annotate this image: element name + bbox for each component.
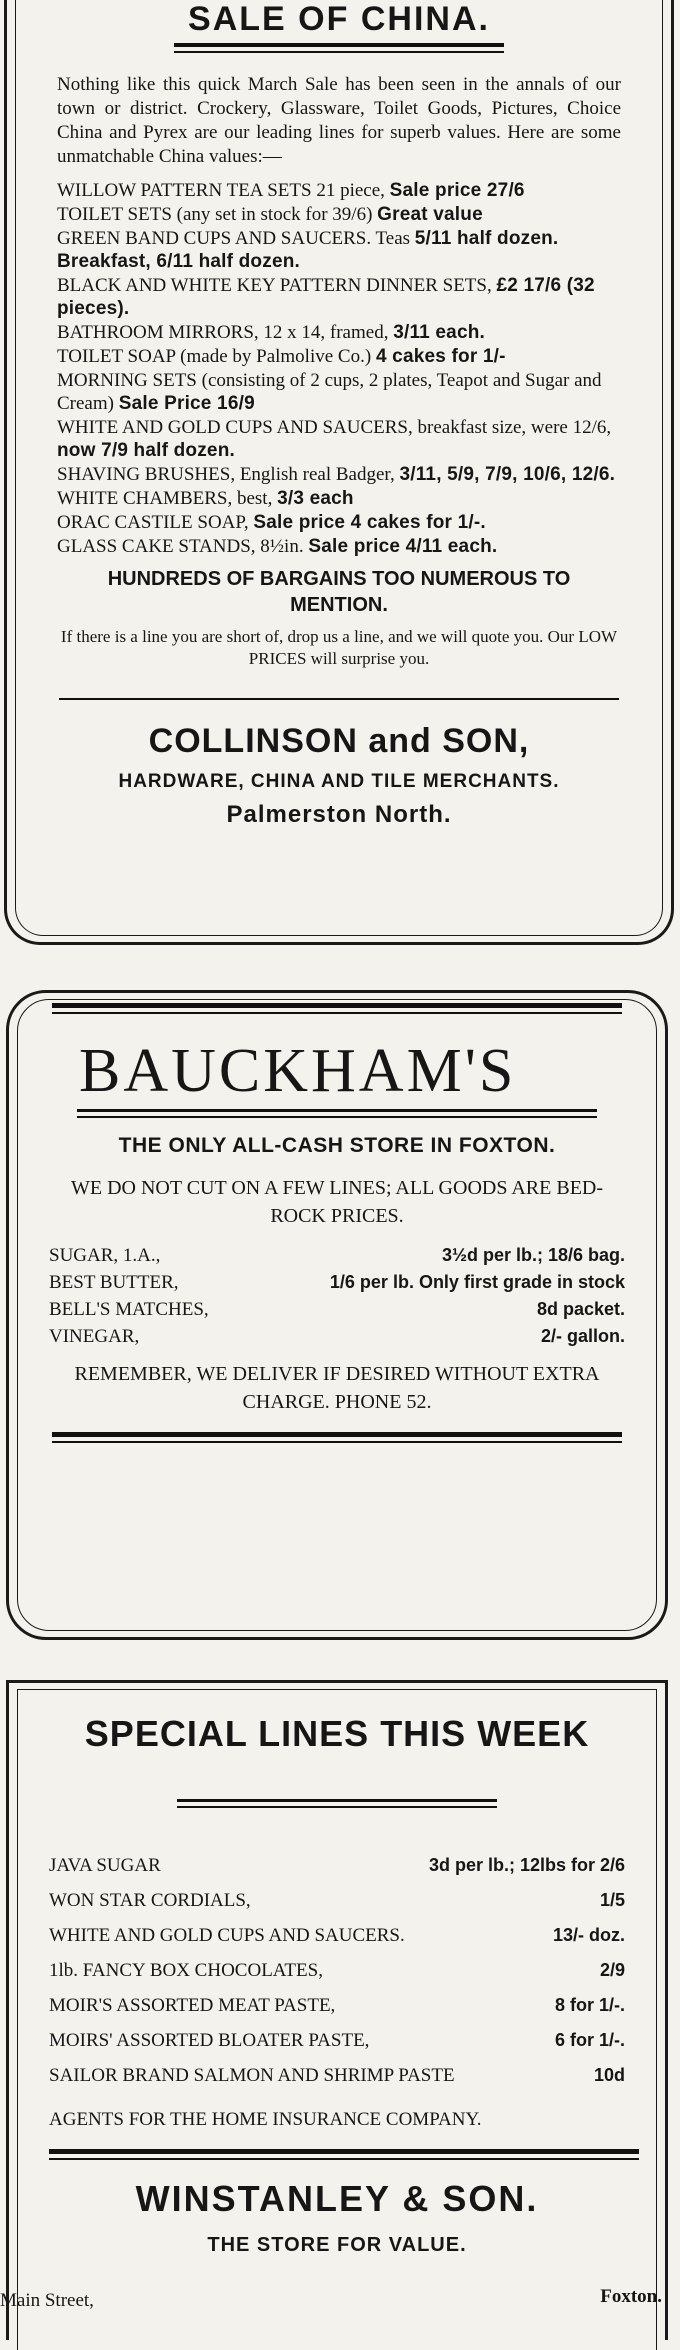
top-rule-thin [52,1012,622,1014]
item-description: ORAC CASTILE SOAP, [57,512,249,533]
price-row [49,1323,625,1350]
item-description: WHITE CHAMBERS, best, [57,488,273,509]
top-rule [52,1003,622,1008]
item-description: TOILET SOAP (made by Palmolive Co.) [57,346,372,367]
firm-place: Palmerston North. [226,801,452,828]
price-row [49,1296,625,1323]
item-name: BELL'S MATCHES, [49,1299,209,1320]
list-item [57,321,621,344]
item-name: JAVA SUGAR [49,1855,161,1876]
item-description: GREEN BAND CUPS AND SAUCERS. Teas [57,228,411,249]
agents-line [49,2107,625,2133]
price-row [49,2023,625,2058]
item-name: SAILOR BRAND SALMON AND SHRIMP PASTE [49,2065,455,2086]
item-price: £2 17/6 (32 pieces). [57,275,595,319]
item-price: Great value [377,204,483,225]
item-description: GLASS CAKE STANDS, 8½in. [57,536,304,557]
firm-rule-thin [49,2158,639,2160]
item-name: WHITE AND GOLD CUPS AND SAUCERS. [49,1925,405,1946]
title-underline-thin [174,51,504,53]
item-name: 1lb. FANCY BOX CHOCOLATES, [49,1960,323,1981]
item-price: 8d packet. [536,1299,625,1319]
item-name: WON STAR CORDIALS, [49,1890,251,1911]
ad2-price-list [49,1242,625,1350]
item-description: BATHROOM MIRRORS, 12 x 14, framed, [57,322,389,343]
item-name: VINEGAR, [49,1326,140,1347]
firm-name: COLLINSON and SON, [148,722,530,760]
item-name: SUGAR, 1.A., [49,1245,161,1266]
town-name: Foxton. [600,2286,662,2307]
item-price: 1/5 [599,1890,625,1910]
item-price: Sale price 27/6 [389,180,525,201]
price-row [49,1269,625,1296]
firm-divider [59,698,619,700]
item-price: 6 for 1/-. [554,2030,625,2050]
price-row [49,1883,625,1918]
item-price: 1/6 per lb. Only first grade in stock [329,1272,625,1292]
item-description: SHAVING BRUSHES, English real Badger, [57,464,395,485]
item-price: 10d [593,2065,625,2085]
ad1-content [57,0,621,829]
title-underline [77,1109,597,1112]
item-price: 4 cakes for 1/- [375,346,506,367]
ad3-price-list [49,1848,625,2093]
item-price: 2/9 [599,1960,625,1980]
item-description: WHITE AND GOLD CUPS AND SAUCERS, breakfast size, were 12/6, [57,417,612,438]
list-item [57,463,621,486]
item-price: Sale price 4 cakes for 1/-. [253,512,486,533]
list-item [57,203,621,226]
ad2-subtitle: THE ONLY ALL-CASH STORE IN FOXTON. [118,1134,556,1157]
street-address: Main Street, [0,2290,94,2311]
item-price: 3/11, 5/9, 7/9, 10/6, 12/6. [399,464,616,485]
list-item [57,416,621,462]
item-price: 2/- gallon. [540,1326,625,1346]
title-underline-thin [177,1806,497,1808]
price-row [49,2058,625,2093]
list-item [57,345,621,368]
item-price: 3½d per lb.; 18/6 bag. [441,1245,625,1265]
item-name: MOIR'S ASSORTED MEAT PASTE, [49,1995,336,2016]
item-price: Sale Price 16/9 [118,393,255,414]
price-row [49,1953,625,1988]
ad3-title: SPECIAL LINES THIS WEEK [84,1713,590,1754]
price-row [49,1848,625,1883]
ad1-item-list [57,179,621,558]
ad1-footer-note: If there is a line you are short of, drop us a line, and we will quote you. Our LOW PRICES will surprise you. [60,627,618,668]
price-row [49,1918,625,1953]
item-price: now 7/9 half dozen. [57,440,235,461]
item-price: 3/11 each. [393,322,485,343]
item-price: 3/3 each [277,488,354,509]
item-description: WILLOW PATTERN TEA SETS 21 piece, [57,180,385,201]
item-description: BLACK AND WHITE KEY PATTERN DINNER SETS, [57,275,492,296]
price-row [49,1988,625,2023]
item-name: BEST BUTTER, [49,1272,179,1293]
winstanley-advertisement [6,1680,668,2340]
firm-name: WINSTANLEY & SON. [135,2178,539,2219]
bottom-rule-thin [52,1441,622,1443]
title-underline [177,1799,497,1802]
ad1-title: SALE OF CHINA. [188,0,490,38]
item-price: 8 for 1/-. [554,1995,625,2015]
bauckham-advertisement [6,990,668,1640]
title-underline [174,43,504,47]
title-underline-thin [77,1116,597,1118]
delivery-note: REMEMBER, WE DELIVER IF DESIRED WITHOUT EXTRA CHARGE. PHONE 52. [74,1363,600,1413]
list-item [57,535,621,558]
agents-text: AGENTS FOR THE HOME INSURANCE COMPANY. [49,2109,482,2130]
ad2-content [49,999,625,1443]
list-item [57,511,621,534]
item-price: Sale price 4/11 each. [308,536,498,557]
price-row [49,1242,625,1269]
ad1-intro: Nothing like this quick March Sale has been seen in the annals of our town or district. Crockery, Glassware, Toilet Goods, Pictures, Choice China and Pyrex are our leading lines for superb values. Here are some unmatchable China values:— [57,74,621,167]
bottom-rule [52,1432,622,1437]
item-price: 13/- doz. [552,1925,625,1945]
collinson-advertisement [4,0,674,945]
ad3-content [49,1713,625,2257]
ad2-intro: WE DO NOT CUT ON A FEW LINES; ALL GOODS ARE BED-ROCK PRICES. [70,1177,604,1227]
list-item [57,369,621,415]
item-description: TOILET SETS (any set in stock for 39/6) [57,204,373,225]
firm-rule [49,2149,639,2154]
list-item [57,227,621,273]
list-item [57,179,621,202]
item-price: 3d per lb.; 12lbs for 2/6 [428,1855,625,1875]
bargains-banner: HUNDREDS OF BARGAINS TOO NUMEROUS TO MENTION. [107,568,571,616]
list-item [57,274,621,320]
ad2-title: BAUCKHAM'S [79,1037,517,1105]
item-price: 5/11 half dozen. Breakfast, 6/11 half dozen. [57,228,559,272]
list-item [57,487,621,510]
item-name: MOIRS' ASSORTED BLOATER PASTE, [49,2030,370,2051]
firm-trade: HARDWARE, CHINA AND TILE MERCHANTS. [118,771,560,792]
item-description: MORNING SETS (consisting of 2 cups, 2 plates, Teapot and Sugar and Cream) [57,370,602,414]
firm-tagline: THE STORE FOR VALUE. [207,2234,467,2256]
